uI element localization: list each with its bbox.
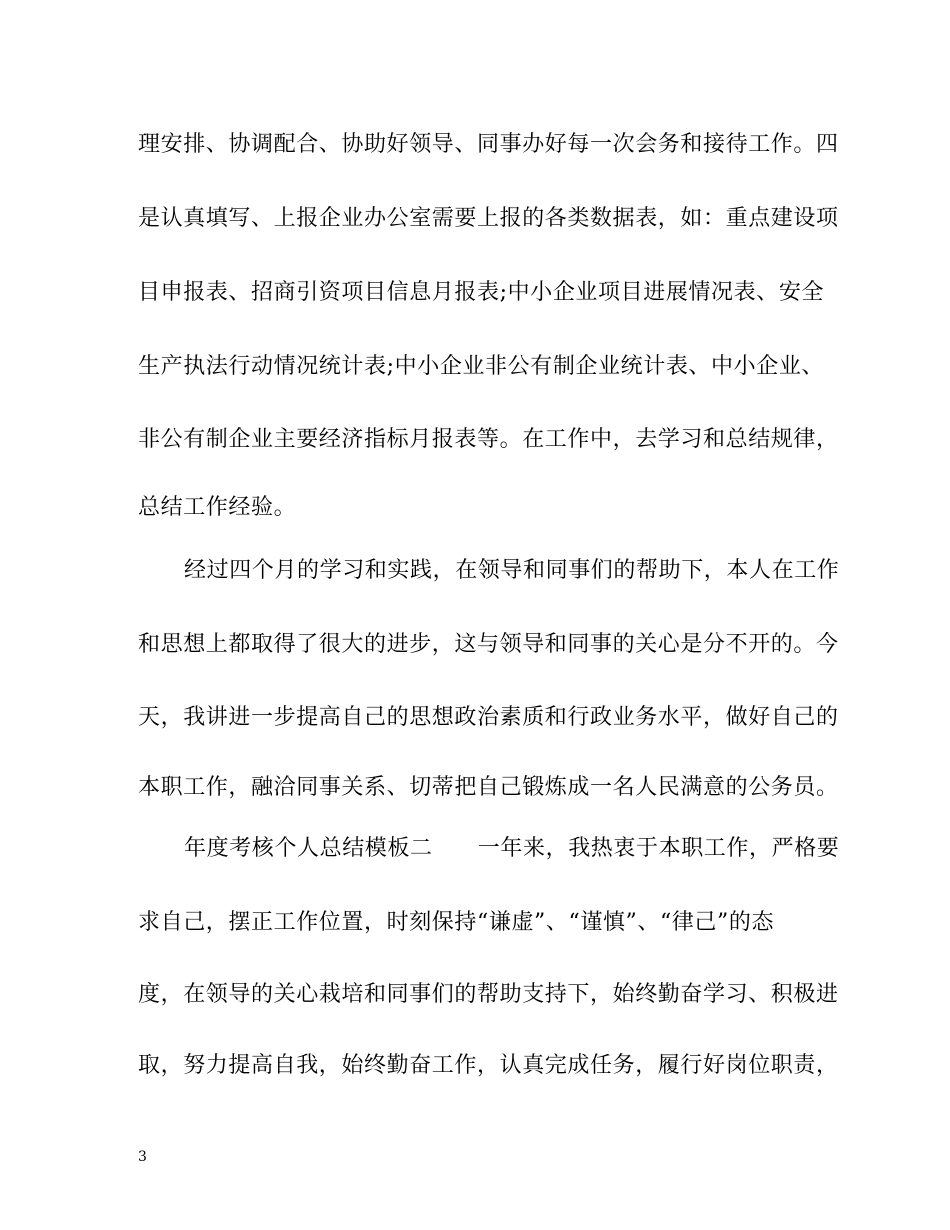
page-number: 3 (138, 1149, 147, 1165)
paragraph-3-line-1: 年度考核个人总结模板二 一年来，我热衷于本职工作，严格要 (184, 836, 840, 861)
text-line-3: 目申报表、招商引资项目信息月报表;中小企业项目进展情况表、安全 (138, 280, 825, 305)
text-line-4: 生产执法行动情况统计表;中小企业非公有制企业统计表、中小企业、 (138, 354, 825, 379)
paragraph-2-line-1: 经过四个月的学习和实践，在领导和同事们的帮助下，本人在工作 (184, 558, 840, 583)
paragraph-2-line-2: 和思想上都取得了很大的进步，这与领导和同事的关心是分不开的。今 (138, 632, 839, 657)
paragraph-3-line-4: 取，努力提高自我，始终勤奋工作，认真完成任务，履行好岗位职责， (138, 1053, 839, 1078)
paragraph-3-line-2: 求自己，摆正工作位置，时刻保持“谦虚”、“谨慎”、“律己”的态 (138, 910, 775, 935)
paragraph-2-line-3: 天，我讲进一步提高自己的思想政治素质和行政业务水平，做好自己的 (138, 705, 839, 730)
text-line-5: 非公有制企业主要经济指标月报表等。在工作中，去学习和总结规律， (138, 427, 839, 452)
text-line-1: 理安排、协调配合、协助好领导、同事办好每一次会务和接待工作。四 (138, 132, 839, 157)
paragraph-2-line-4: 本职工作，融洽同事关系、切蒂把自己锻炼成一名人民满意的公务员。 (138, 775, 839, 800)
text-line-2: 是认真填写、上报企业办公室需要上报的各类数据表，如：重点建设项 (138, 206, 839, 231)
paragraph-3-line-3: 度，在领导的关心栽培和同事们的帮助支持下，始终勤奋学习、积极进 (138, 982, 839, 1007)
text-line-6: 总结工作经验。 (138, 495, 297, 520)
